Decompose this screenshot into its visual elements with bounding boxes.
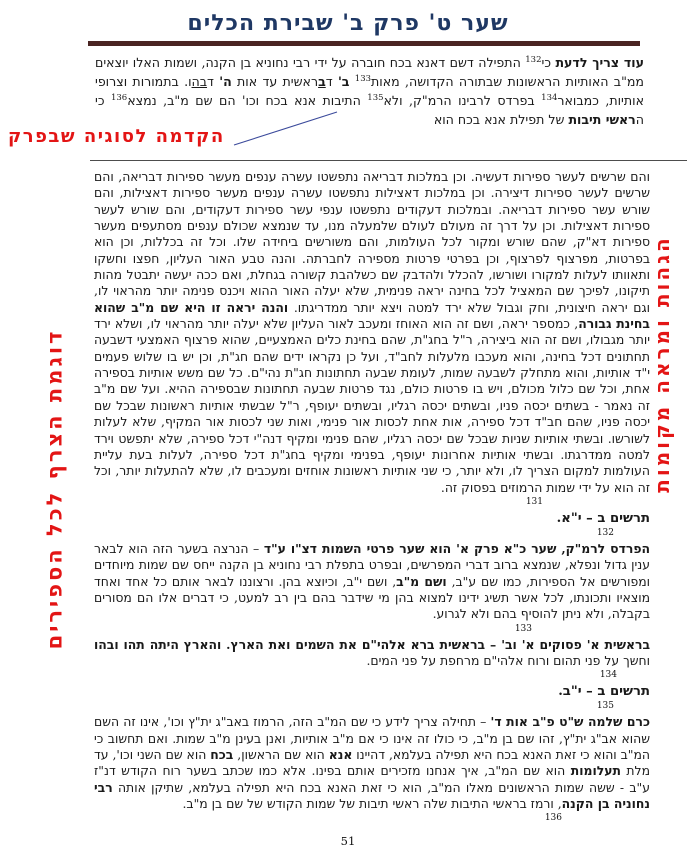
footnote-number: 134 [599, 670, 617, 681]
text-run: וחשך על פני תהום ורוח אלהי"ם מרחפת על פני המים. [366, 652, 650, 668]
margin-note-right: הגהות ומראה מקומות [650, 235, 674, 493]
text-run: הפרדס לרמ"ק, שער כ"א פרק א' הוא שער פרטי השמות דצ"ו ע"ד [263, 540, 650, 556]
footnote-ref: 136 [110, 92, 128, 103]
text-run: אנא [328, 746, 353, 762]
text-run: והנה יראה זו היא שם מ"ב שהוא בחינת גבורה [94, 299, 650, 332]
page-number: 51 [340, 834, 356, 848]
text-run: כי ה [95, 93, 644, 127]
footnote-ref: 135 [367, 92, 384, 103]
text-run: ו. בתמורות וצרופי אותיות, כמבואר [95, 74, 644, 108]
text-run: – הנרצה בשער הזה הוא לבאר ענין גדול ונפלא, שנמצא ברוב דברי המפרשים, ובפרט בתפלת רבי נחוניא בן הקנה ייחס שם שמות מיוחדים ומפורשים אל הספירות, כמו שם ע"ב, [94, 540, 650, 589]
footnote-ref: 134 [541, 92, 558, 103]
body-paragraph [94, 637, 650, 670]
text-run: ראשית עד אות [231, 74, 319, 89]
text-run: ראשי תיבות [568, 112, 636, 127]
footnote-number: 131 [525, 496, 543, 507]
margin-note-left: דוגמת הצרף לכל הספירים [41, 328, 67, 650]
text-run: כי [541, 55, 556, 70]
footnote-number: 132 [596, 527, 614, 538]
text-run: התפילה דשם דאנא בכח חוברה על ידי רבי נחוניא בן הקנה, ושמות האלו יוצאים ממ"ב האותיות הראשונות שבתורה הקדושה, מאות [95, 55, 644, 89]
text-run: בכח [210, 746, 234, 762]
page-title: שער ט' פרק ב' שבירת הכלים [187, 10, 509, 36]
text-run: של תפילת אנא בכח הוא [433, 112, 569, 127]
text-run: , כמספר יראה, ושם זה הוא האוחז ומעכב לאור העליון שלא יעלה יותר מהראוי לו, ושלא ירד יותר מגבולו, ושם זה הוא ביצירה, ר"ל בחג"ת, שהם בחינת כלים האמצעיים, שהוא פרצוף האמצעי דשבעה תחתונים דכל בחינה, והוא מעכבו מלעלות לחב"ד, ועל כן נקראו ידים שהם חג"ת, וכן יש בו שלוש פעמים י"ד אותיות, והוא מתחלק לשבעה שמות, לעומת שבעה תחתונות חג"ת נהי"ם. כל שם משש אותיות בספירה אחת, וכל שם כלול מכולם, ויש בו פרטות כולם, נגד פרטות שבעה תחתונות שבספירה ההיא. ועל שם מ"ב זה נאמר - בשתים יכסה פניו, ובשתים יכסה רגליו, ובשתים יעופף, ר"ל שבשתי אותיות ראשונות שבכל שם יכסה פניו, שהם חב"ד דכל ספירה, אות אחת לכסות אור פנימי, ואות שני לכסות אור המקיף, שלא לעלות לשורשו. ובשתי אותיות שניות שבכל שם יכסה רגליו, שהם פנימי ומקיף דנה"י דכל ספירה, שלא יתפשט וירד למטה ממדרגתו. ובשתי אותיות אחרונות יעופף, בפנימי ומקיף בחג"ת דכל ספירה, לעלות בעת עליית העולמות למקום הצריך לו, ולא יותר, כי שני אותיות ראשונות אוחזים ומעכבים לו, שלא להתעלות יותר, וכל זה הוא על ידי שמות הרמוזים בפסוק זה. [94, 316, 650, 495]
intro-paragraph [95, 53, 644, 129]
footnote-number: 136 [544, 813, 562, 824]
body-paragraph [94, 169, 650, 496]
section-heading: תרשים ב – י"א. [556, 510, 650, 526]
footnote-number: 135 [596, 701, 614, 712]
text-run: ושם מ"ב [396, 573, 447, 589]
body-paragraph [94, 541, 650, 623]
footnote-number: 133 [514, 623, 532, 634]
text-run: ד [325, 74, 338, 89]
text-run: – תחילה צריך לידע כי שם המ"ב הזה, הרמוז באב"ג ית"ץ וכו', אינו זה השם שהוא אב"ג ית"ץ, זהו שם בן מ"ב, כי כולו זה אינו כי אם מ"ב אותיות, ואנן בעינן מ"ב שמות. ואם תחשוב כי המ"ב והוא כי זאת האנא בכח היא תפילה בעלמא, דהיינו [94, 714, 650, 762]
text-run: בה [191, 74, 208, 89]
text-run: , ורמז בראשי התיבות שלה ראשי תיבות של שמות הקודש של שם בן מ"ב. [182, 796, 562, 811]
text-run: הוא שם השני וכו', עד מלת [94, 746, 650, 779]
text-run: רבי נחוניה בן הקנה [94, 779, 650, 811]
margin-note-intro: הקדמה לסוגיה שבפרק [8, 126, 225, 147]
text-run: תעלומות [570, 763, 621, 779]
text-run: הוא שם הראשון, [233, 746, 329, 762]
text-run: ב' [337, 74, 350, 89]
text-run: בפרדס לרבינו הרמ"ק, ולא [383, 93, 542, 108]
text-run: , ושם י"ב, וכיוצא בהן. ורצוננו לבאר אותם כל אחד ואחד מוצאיו ותכונתו, לכל אשר תשיג ידינו למצוא בהן מי שידבר בהם בין רב למעט, כי דברים אלו הם מסורים בקבלה, ולא ניתן להוסיף בהם ולא לגרוע. [94, 573, 650, 622]
text-run: והם שרשים לעשר ספירות דעשיה. וכן במלכות דבריאה נתפשטו עשרה ענפים מעשר ספירות דבריאה, והם שרשים לעשר ספירות דיצירה. וכן במלכות דאצילות נתפשטו עשרה ענפים מעשר ספירות דאצילות, והם שורש עשר ספירות דבריאה. ובמלכות דעקודים נתפשטו ענפי עשר ספירות דעקודים, והם שורש לעשר ספירות דאצילות. וכן על דרך זה מעולם לעולם שלמעלה מנו, עד שנמצא שכולם ענפים מסתעפים מעשר ספירות דא"ק, שהם שורש ומקור לכל העולמות, והם משורשים ביחידה שלו. וכל זה בכללות, וכן הוא בפרטות, מפרצוף לפרצוף, וכן בפרטי פרטות מספירה לחברתה. והנה טבע האור העליון, חפצו וחשקו ותאוותו לעלות למקורו ושורשו, להכלל ולהדבק שם כשלהבת קשורה בגחלת, ואם ככה יעשה יתבטל מהות תיקונו, לפיכך שם המאציל לכל בחינה יראה פנימית, שלא יעלה האור ההוא ויכנס פנימה יותר מהראוי לו, וגם יראה חיצונית, וחק וגבול שלא ירד למטה ויצא יותר ממדריגתו. [94, 169, 650, 315]
text-run: בראשית א' פסוקים א' וב' – בראשית ברא אלהי"ם את השמים ואת הארץ. והארץ היתה תהו ובהו [94, 636, 650, 652]
body-blocks [94, 169, 650, 826]
body-paragraph [94, 714, 650, 812]
text-run: ה' [219, 74, 232, 89]
section-divider [90, 160, 687, 161]
title-rule [88, 41, 640, 46]
text-run: התיבות אנא בכח וכו' הם שם מ"ב, נמצא [127, 93, 368, 108]
text-run: עוד צריך לדעת [555, 55, 645, 70]
text-run: ד [207, 74, 220, 89]
text-run: ב [318, 74, 326, 89]
text-run: הוא שם המ"ב, איך אנחנו מזכירים אותם בפינו. אלא כמו שכתב בשער רוח הקודש דנ"ז ע"ב - ששה שמות הראשונים מאלו המ"ב, הוא כי זאת האנא בכח היא תפילה בעלמא, שתיקן אותה [94, 763, 650, 795]
footnote-ref: 132 [525, 54, 542, 65]
footnote-ref: 133 [354, 73, 372, 84]
section-heading: תרשים ב – י"ב. [558, 684, 650, 700]
text-run: כרם שלמה ש"ט פ"ב אות ד' [490, 714, 651, 730]
